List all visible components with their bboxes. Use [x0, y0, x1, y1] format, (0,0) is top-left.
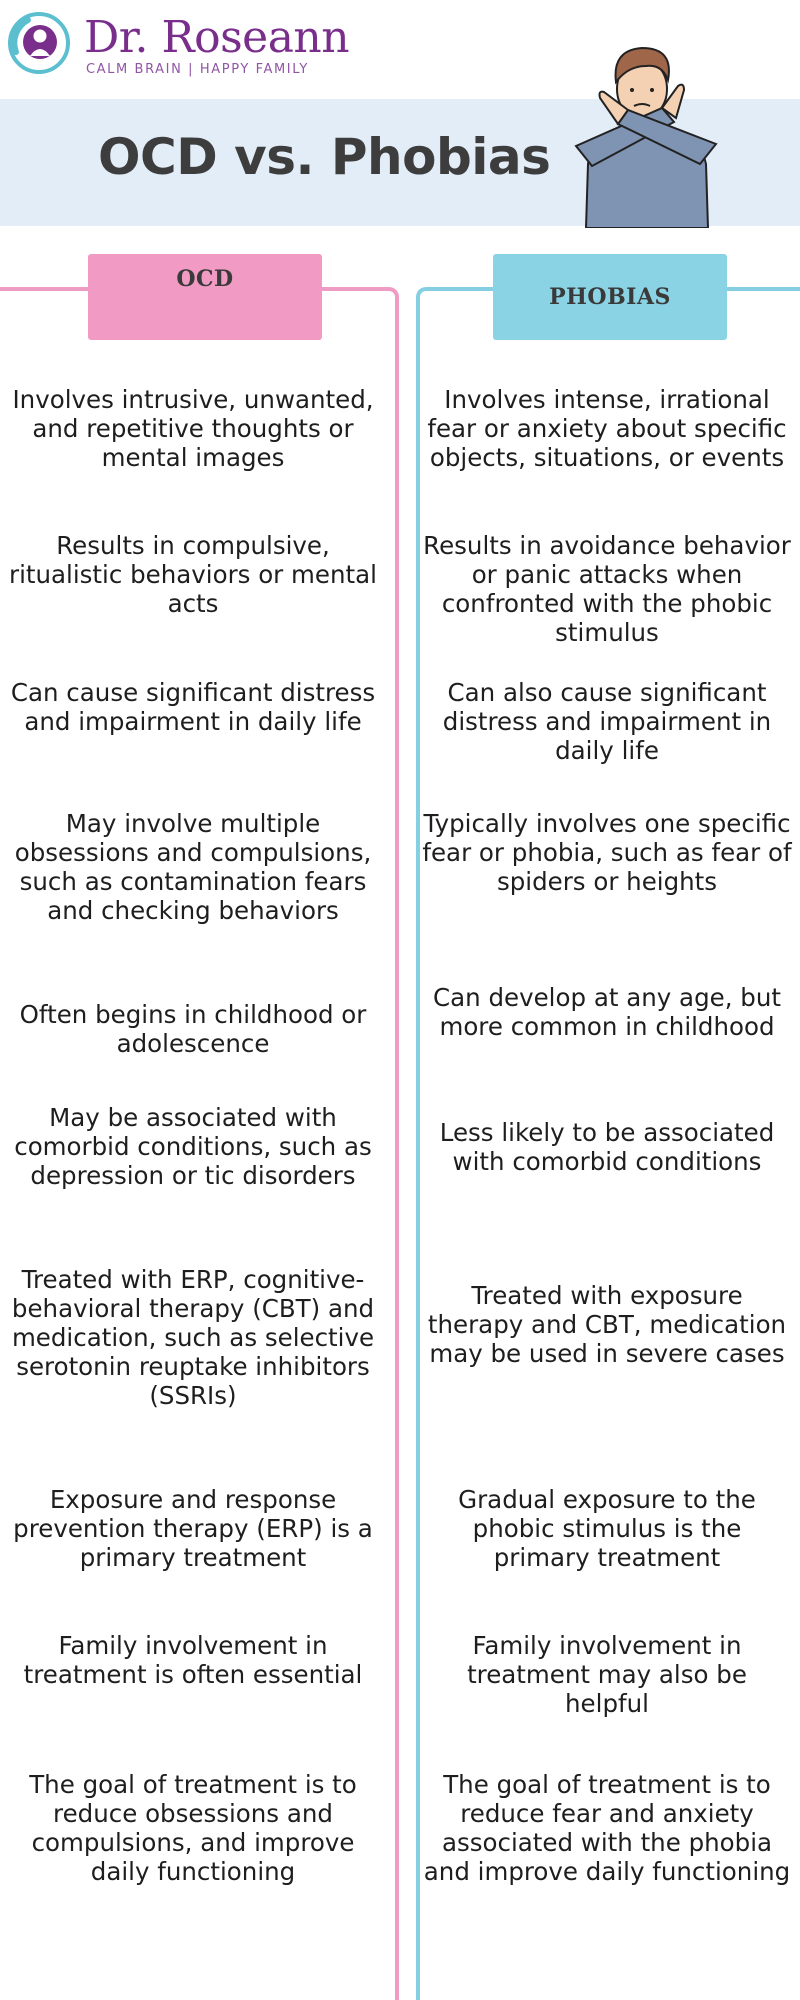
ocd-item: Exposure and response prevention therapy (ERP) is a primary treatment — [13, 1485, 373, 1572]
ocd-item: Often begins in childhood or adolescence — [19, 1000, 367, 1058]
ocd-column-header: OCD — [88, 254, 322, 340]
phobias-item: Gradual exposure to the phobic stimulus is the primary treatment — [458, 1485, 756, 1572]
ocd-item: May be associated with comorbid conditions, such as depression or tic disorders — [14, 1103, 372, 1190]
ocd-item: Results in compulsive, ritualistic behaviors or mental acts — [9, 531, 377, 618]
phobias-item: Results in avoidance behavior or panic attacks when confronted with the phobic stimulus — [423, 531, 791, 647]
page-title: OCD vs. Phobias — [98, 128, 551, 186]
ocd-item: Family involvement in treatment is often essential — [23, 1631, 363, 1689]
logo-brain-icon — [8, 12, 70, 74]
phobias-item: Typically involves one specific fear or phobia, such as fear of spiders or heights — [422, 809, 792, 896]
phobias-item: The goal of treatment is to reduce fear and anxiety associated with the phobia and improve daily functioning — [423, 1770, 791, 1886]
phobias-item: Family involvement in treatment may also be helpful — [467, 1631, 747, 1718]
ocd-item: Treated with ERP, cognitive-behavioral therapy (CBT) and medication, such as selective serotonin reuptake inhibitors (SSRIs) — [11, 1265, 375, 1410]
phobias-item: Involves intense, irrational fear or anxiety about specific objects, situations, or events — [427, 385, 787, 472]
ocd-item: Can cause significant distress and impairment in daily life — [10, 678, 376, 736]
phobias-column-header: PHOBIAS — [493, 254, 727, 340]
brand-tagline: CALM BRAIN | HAPPY FAMILY — [86, 62, 309, 77]
ocd-item: Involves intrusive, unwanted, and repetitive thoughts or mental images — [12, 385, 374, 472]
phobias-item: Can develop at any age, but more common in childhood — [433, 983, 781, 1041]
brand-name: Dr. Roseann — [84, 12, 350, 63]
ocd-item: The goal of treatment is to reduce obsessions and compulsions, and improve daily functioning — [29, 1770, 357, 1886]
phobias-item: Treated with exposure therapy and CBT, medication may be used in severe cases — [427, 1281, 787, 1368]
phobias-item: Can also cause significant distress and impairment in daily life — [442, 678, 772, 765]
brand-logo[interactable] — [8, 10, 348, 80]
phobias-item: Less likely to be associated with comorbid conditions — [439, 1118, 775, 1176]
person-crossed-arms-illustration — [566, 34, 726, 228]
ocd-item: May involve multiple obsessions and compulsions, such as contamination fears and checking behaviors — [14, 809, 372, 925]
